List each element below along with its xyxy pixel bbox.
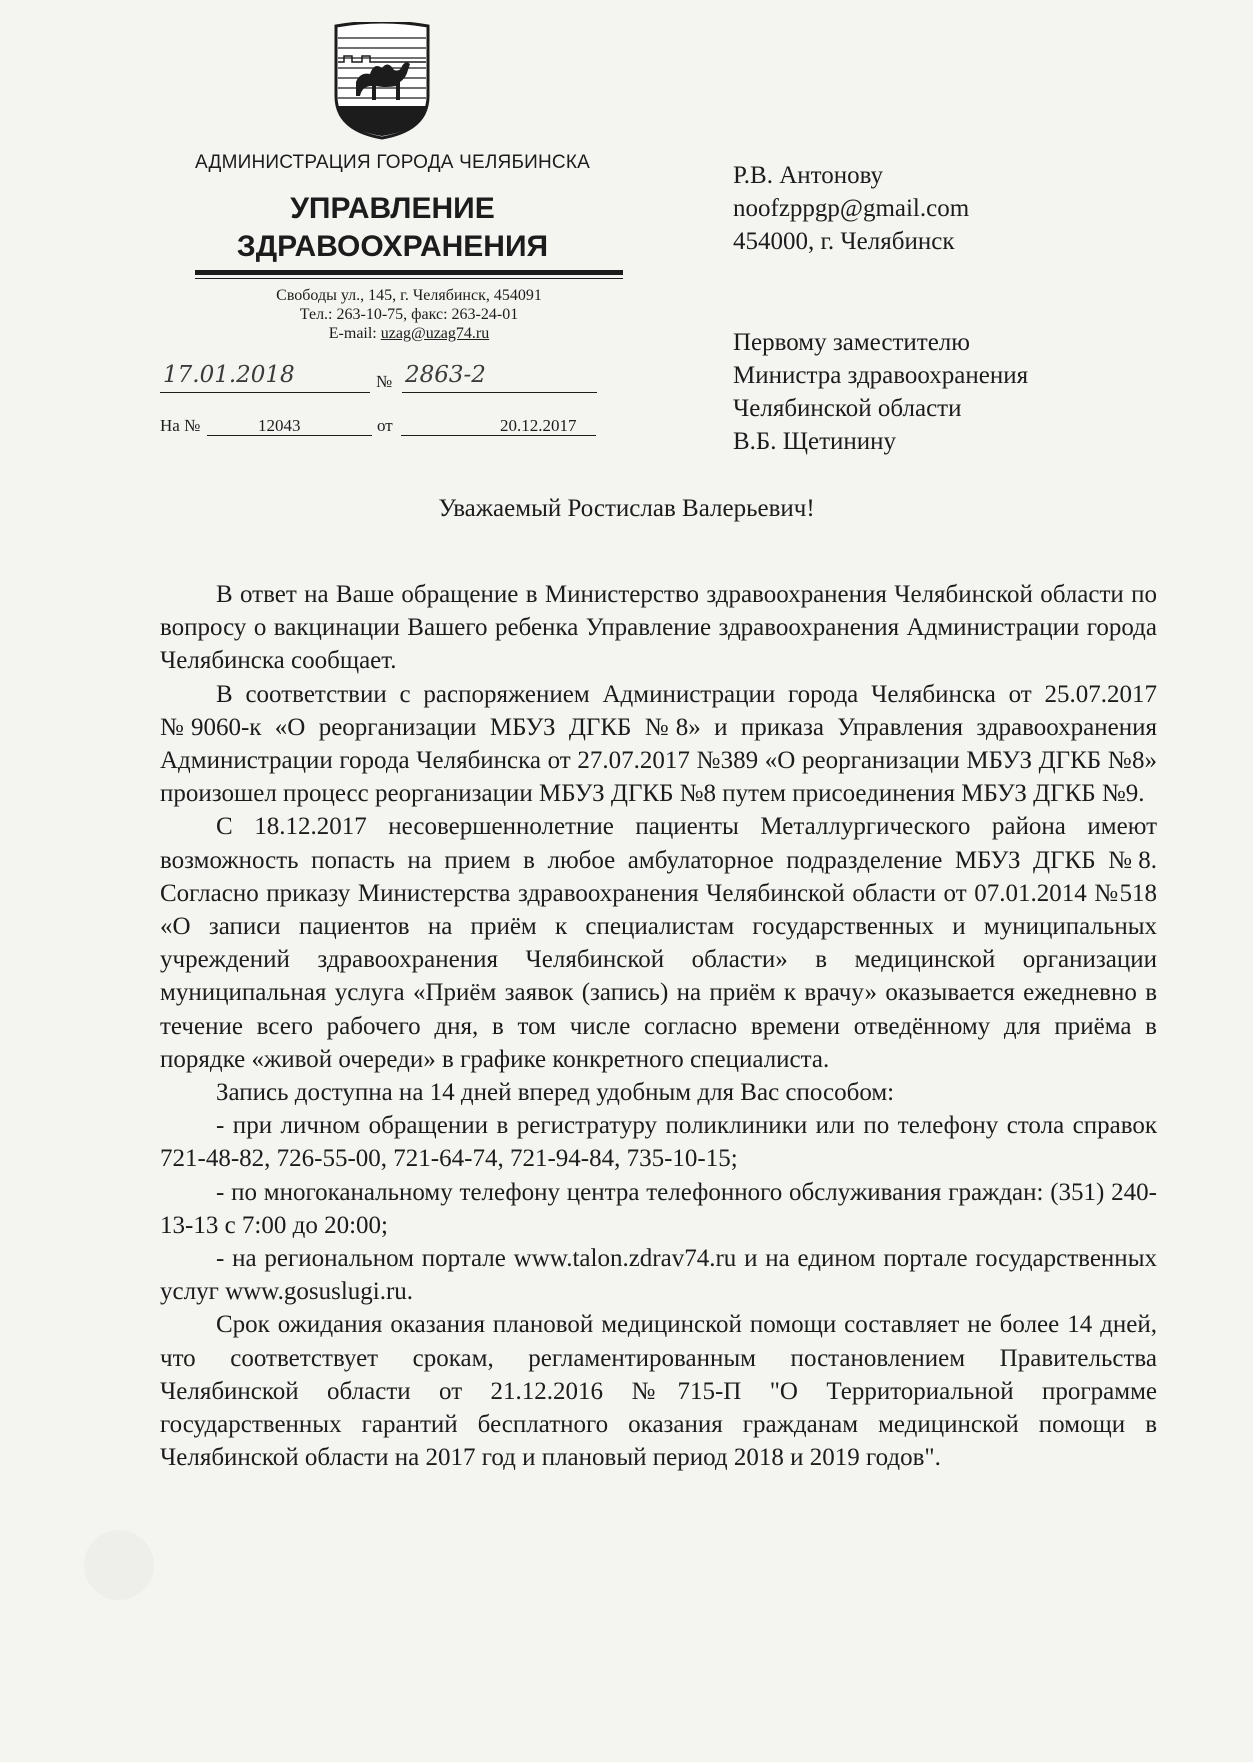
- camel-coat-of-arms-icon: [330, 22, 434, 140]
- handwritten-date: 17.01.2018: [163, 362, 295, 388]
- email-label: E-mail:: [328, 325, 381, 342]
- email-line: [195, 324, 623, 343]
- registration-date: [163, 362, 295, 388]
- body-paragraph: Срок ожидания оказания плановой медицинской помощи составляет не более 14 дней, что соответствует срокам, регламентированным постановлением Правительства Челябинской области от 21.12.2016 №715-П "О Территориальной программе государственных гарантий бесплатного оказания гражданам медицинской помощи в Челябинской области на 2017 год и плановый период 2018 и 2019 годов".: [160, 1311, 1157, 1472]
- addressee-line: Р.В. Антонову: [733, 162, 884, 189]
- body-paragraph: Запись доступна на 14 дней вперед удобным для Вас способом:: [216, 1079, 895, 1107]
- registration-number: [405, 362, 486, 388]
- list-item: - на региональном портале www.talon.zdrav74.ru и на едином портале государственных услуг www.gosuslugi.ru.: [160, 1245, 1157, 1306]
- addressee-line: В.Б. Щетинину: [733, 428, 897, 455]
- list-item: - при личном обращении в регистратуру поликлиники или по телефону стола справок 721-48-82, 726-55-00, 721-64-74, 721-94-84, 735-10-15;: [160, 1112, 1157, 1173]
- reference-from-label: от: [377, 416, 393, 435]
- department-name: [165, 190, 620, 266]
- addressee-primary: [733, 159, 969, 258]
- addressee-line: Министра здравоохранения: [733, 362, 1029, 389]
- paper-stain: [84, 1530, 154, 1600]
- reference-underline: [207, 435, 372, 436]
- header-divider-thin: [195, 278, 623, 279]
- body-paragraph: В ответ на Ваше обращение в Министерство здравоохранения Челябинской области по вопросу о вакцинации Вашего ребенка Управление здравоохранения Администрации города Челябинска сообщает.: [160, 581, 1157, 675]
- body-paragraph: В соответствии с распоряжением Администрации города Челябинска от 25.07.2017 №9060-к «О реорганизации МБУЗ ДГКБ №8» и приказа Управления здравоохранения Администрации города Челябинска от 27.07.2017 №389 «О реорганизации МБУЗ ДГКБ №8» произошел процесс реорганизации МБУЗ ДГКБ №8 путем присоединения МБУЗ ДГКБ №9.: [160, 680, 1157, 808]
- registration-number-label: №: [376, 372, 393, 391]
- addressee-line: Первому заместителю: [733, 329, 970, 356]
- number-underline: [402, 392, 597, 393]
- header-divider: [195, 270, 623, 275]
- reference-date-underline: [401, 435, 596, 436]
- phone-fax: Тел.: 263-10-75, факс: 263-24-01: [299, 306, 519, 323]
- letter-body: [160, 578, 1157, 1474]
- department-name-line: ЗДРАВООХРАНЕНИЯ: [236, 230, 549, 263]
- email-link[interactable]: uzag@uzag74.ru: [380, 325, 490, 342]
- reference-date: 20.12.2017: [500, 416, 577, 435]
- postal-address: Свободы ул., 145, г. Челябинск, 454091: [276, 287, 542, 304]
- contact-block: [195, 286, 623, 343]
- addressee-copy: [733, 326, 1028, 458]
- addressee-line: Челябинской области: [733, 395, 962, 422]
- date-underline: [160, 392, 370, 393]
- administration-name: АДМИНИСТРАЦИЯ ГОРОДА ЧЕЛЯБИНСКА: [195, 152, 590, 173]
- salutation: Уважаемый Ростислав Валерьевич!: [438, 495, 815, 522]
- addressee-email: noofzppgp@gmail.com: [733, 195, 970, 222]
- department-name-line: УПРАВЛЕНИЕ: [290, 192, 495, 225]
- list-item: - по многоканальному телефону центра телефонного обслуживания граждан: (351) 240-13-13 с 7:00 до 20:00;: [160, 1178, 1157, 1239]
- addressee-line: 454000, г. Челябинск: [733, 228, 955, 255]
- handwritten-number: 2863-2: [405, 362, 486, 388]
- body-paragraph: С 18.12.2017 несовершеннолетние пациенты Металлургического района имеют возможность попасть на прием в любое амбулаторное подразделение МБУЗ ДГКБ №8. Согласно приказу Министерства здравоохранения Челябинской области от 07.01.2014 №518 «О записи пациентов на приём к специалистам государственных и муниципальных учреждений здравоохранения Челябинской области» в медицинской организации муниципальная услуга «Приём заявок (запись) на приём к врачу» оказывается ежедневно в течение всего рабочего дня, в том числе согласно времени отведённому для приёма в порядке «живой очереди» в графике конкретного специалиста.: [160, 813, 1157, 1073]
- reference-number: 12043: [258, 416, 301, 435]
- reference-label: На №: [160, 416, 201, 435]
